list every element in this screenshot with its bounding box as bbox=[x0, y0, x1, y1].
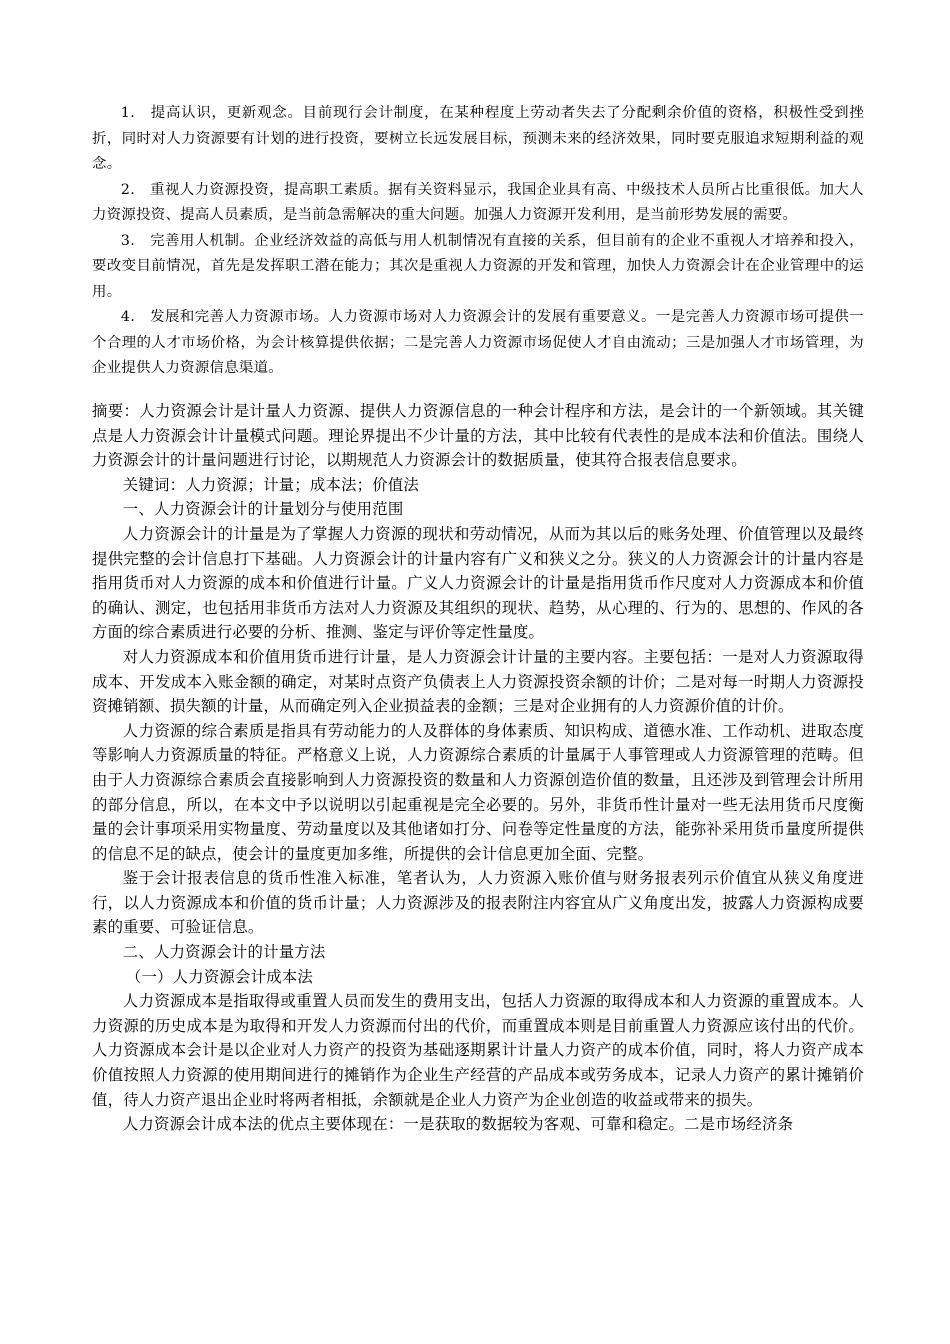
subsection-heading-cost-method: （一）人力资源会计成本法 bbox=[125, 967, 313, 986]
section1-paragraph-4: 鉴于会计报表信息的货币性准入标准，笔者认为，人力资源入账价值与财务报表列示价值宜从狭义角度进行，以人力资源成本和价值的货币计量；人力资源涉及的报表附注内容宜从广义角度出发，披露人力资源构成要素的重要、可验证信息。 bbox=[92, 869, 864, 937]
section1-paragraph-1: 人力资源会计的计量是为了掌握人力资源的现状和劳动情况，从而为其以后的账务处理、价值管理以及最终提供完整的会计信息打下基础。人力资源会计的计量内容有广义和狭义之分。狭义的人力资源会计的计量内容是指用货币对人力资源的成本和价值进行计量。广义人力资源会计的计量是指用货币作尺度对人力资源成本和价值的确认、测定，也包括用非货币方法对人力资源及其组织的现状、趋势，从心理的、行为的、思想的、作风的各方面的综合素质进行必要的分析、推测、鉴定与评价等定性量度。 bbox=[92, 524, 864, 642]
numbered-measures-list bbox=[92, 101, 864, 382]
measure-item-2: 2. 重视人力资源投资，提高职工素质。据有关资料显示，我国企业具有高、中级技术人员所占比重很低。加大人力资源投资、提高人员素质，是当前急需解决的重大问题。加强人力资源开发利用，是当前形势发展的需要。 bbox=[92, 181, 864, 223]
section-heading-1: 一、人力资源会计的计量划分与使用范围 bbox=[122, 500, 404, 519]
measure-item-1: 1. 提高认识，更新观念。目前现行会计制度，在某种程度上劳动者失去了分配剩余价值的资格，积极性受到挫折，同时对人力资源要有计划的进行投资，要树立长远发展目标，预测未来的经济效果，同时要克服追求短期利益的观念。 bbox=[92, 105, 864, 172]
section1-paragraph-2: 对人力资源成本和价值用货币进行计量，是人力资源会计计量的主要内容。主要包括：一是对人力资源取得成本、开发成本入账金额的确定，对某时点资产负债表上人力资源投资余额的计价；二是对每一时期人力资源投资摊销额、损失额的计量，从而确定列入企业损益表的金额；三是对企业拥有的人力资源价值的计价。 bbox=[92, 647, 864, 716]
section2-paragraph-1: 人力资源成本是指取得或重置人员而发生的费用支出，包括人力资源的取得成本和人力资源的重置成本。人力资源的历史成本是为取得和开发人力资源而付出的代价，而重置成本则是目前重置人力资源应该付出的代价。人力资源成本会计是以企业对人力资产的投资为基础逐期累计计量人力资产的成本价值，同时，将人力资产成本价值按照人力资源的使用期间进行的摊销作为企业生产经营的产品成本或劳务成本，记录人力资产的累计摊销价值，待人力资产退出企业时将两者相抵，余额就是企业人力资产为企业创造的收益或带来的损失。 bbox=[92, 992, 864, 1109]
measure-item-3: 3. 完善用人机制。企业经济效益的高低与用人机制情况有直接的关系，但目前有的企业不重视人才培养和投入，要改变目前情况，首先是发挥职工潜在能力；其次是重视人力资源的开发和管理，加快人力资源会计在企业管理中的运用。 bbox=[92, 232, 864, 300]
section1-paragraph-3: 人力资源的综合素质是指具有劳动能力的人及群体的身体素质、知识构成、道德水准、工作动机、进取态度等影响人力资源质量的特征。严格意义上说，人力资源综合素质的计量属于人事管理或人力资源管理的范畴。但由于人力资源综合素质会直接影响到人力资源投资的数量和人力资源创造价值的数量，且还涉及到管理会计所用的部分信息，所以，在本文中予以说明以引起重视是完全必要的。另外，非货币性计量对一些无法用货币尺度衡量的会计事项采用实物量度、劳动量度以及其他诸如打分、问卷等定性量度的方法，能弥补采用货币量度所提供的信息不足的缺点，使会计的量度更加多维，所提供的会计信息更加全面、完整。 bbox=[92, 721, 864, 863]
abstract: 摘要：人力资源会计是计量人力资源、提供人力资源信息的一种会计程序和方法，是会计的一个新领域。其关键点是人力资源会计计量模式问题。理论界提出不少计量的方法，其中比较有代表性的是成本法和价值法。围绕人力资源会计的计量问题进行讨论，以期规范人力资源会计的数据质量，使其符合报表信息要求。 bbox=[92, 402, 864, 470]
article-body bbox=[92, 399, 864, 1137]
keywords: 关键词：人力资源；计量；成本法；价值法 bbox=[122, 475, 420, 494]
section-heading-2: 二、人力资源会计的计量方法 bbox=[122, 943, 326, 962]
section2-paragraph-2: 人力资源会计成本法的优点主要体现在：一是获取的数据较为客观、可靠和稳定。二是市场经济条 bbox=[122, 1115, 794, 1134]
measure-item-4: 4. 发展和完善人力资源市场。人力资源市场对人力资源会计的发展有重要意义。一是完善人力资源市场可提供一个合理的人才市场价格，为会计核算提供依据；二是完善人力资源市场促使人才自由流动；三是加强人才市场管理，为企业提供人力资源信息渠道。 bbox=[92, 309, 864, 376]
